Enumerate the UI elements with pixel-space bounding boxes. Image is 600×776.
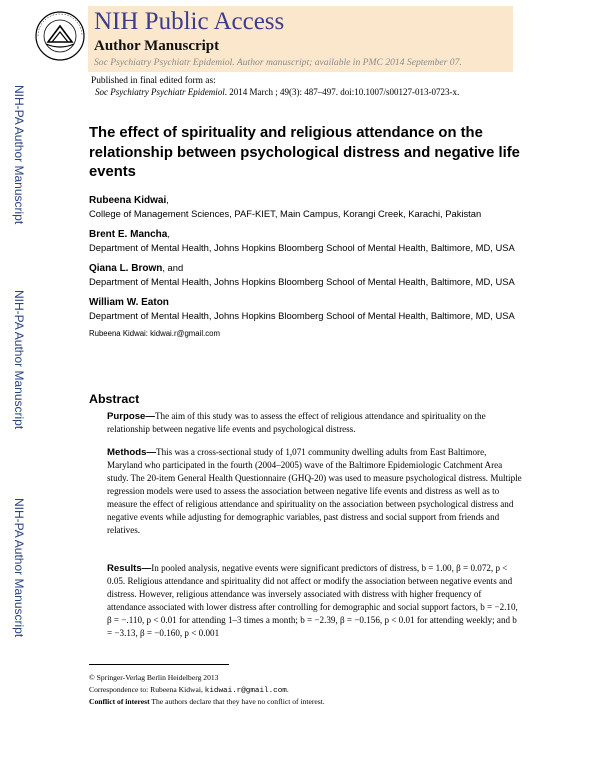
published-label: Published in final edited form as: — [91, 76, 216, 86]
abstract-heading: Abstract — [89, 392, 140, 406]
author-separator: , — [167, 228, 170, 239]
footnote-conflict — [89, 697, 549, 707]
author-entry — [89, 296, 529, 322]
footnote-rule — [89, 664, 229, 665]
sidebar-label-1: NIH-PA Author Manuscript — [12, 85, 26, 225]
correspondence-email[interactable]: kidwai.r@gmail.com — [204, 687, 287, 695]
paper-title: The effect of spirituality and religious attendance on the relationship between psychological distress and negative life events — [89, 125, 520, 180]
author-name: Rubeena Kidwai — [89, 195, 167, 206]
author-name: William W. Eaton — [89, 297, 169, 308]
published-info — [91, 76, 459, 98]
published-details: . 2014 March ; 49(3): 487–497. doi:10.1007/s00127-013-0723-x. — [224, 87, 460, 97]
purpose-text: The aim of this study was to assess the effect of religious attendance and spirituality on the relationship between negative life events and psychological distress. — [107, 411, 486, 434]
author-affiliation: College of Management Sciences, PAF-KIET, Main Campus, Korangi Creek, Karachi, Pakistan — [89, 207, 482, 219]
banner-citation: Soc Psychiatry Psychiatr Epidemiol. Author manuscript; available in PMC 2014 September 07. — [94, 57, 462, 68]
footnote-correspondence — [89, 685, 549, 696]
banner-subtitle: Author Manuscript — [94, 38, 220, 54]
sidebar-label-2: NIH-PA Author Manuscript — [12, 290, 26, 430]
author-affiliation: Department of Mental Health, Johns Hopkins Bloomberg School of Mental Health, Baltimore, MD, USA — [89, 241, 515, 253]
sidebar-label-3: NIH-PA Author Manuscript — [12, 498, 26, 638]
conflict-label: Conflict of interest — [89, 697, 150, 706]
footnote-copyright: © Springer-Verlag Berlin Heidelberg 2013 — [89, 673, 219, 682]
author-separator: , — [166, 194, 169, 205]
author-affiliation: Department of Mental Health, Johns Hopkins Bloomberg School of Mental Health, Baltimore, MD, USA — [89, 309, 515, 321]
results-text: In pooled analysis, negative events were significant predictors of distress, b = 1.00, β = 0.072, p < 0.05. Religious attendance and spirituality did not affect or modify the association between negative events and distress. However, religious attendance was inversely associated with distress with higher frequency of attendance associated with lower distress after controlling for demographic and social support factors, b = −2.10, β = −.110, p < 0.01 for attending 1–3 times a month; b = −2.39, β = −0.156, p < 0.01 for attending weekly; and b = −3.13, β = −0.160, p < 0.001 — [107, 563, 518, 638]
contact-email: Rubeena Kidwai: kidwai.r@gmail.com — [89, 329, 220, 338]
abstract-methods — [107, 446, 522, 537]
author-name: Qiana L. Brown — [89, 263, 163, 274]
conflict-text: The authors declare that they have no conflict of interest. — [149, 697, 325, 706]
purpose-heading: Purpose— — [107, 411, 155, 422]
published-citation — [95, 87, 459, 98]
author-entry — [89, 262, 529, 288]
correspondence-end: . — [286, 685, 289, 694]
correspondence-label: Correspondence to: Rubeena Kidwai, — [89, 685, 205, 694]
abstract-results — [107, 562, 522, 640]
author-list — [89, 194, 529, 341]
author-entry — [89, 194, 529, 220]
author-affiliation: Department of Mental Health, Johns Hopkins Bloomberg School of Mental Health, Baltimore, MD, USA — [89, 275, 515, 287]
nih-banner — [88, 6, 513, 72]
author-separator: , and — [162, 262, 184, 273]
banner-title: NIH Public Access — [94, 8, 285, 35]
author-entry — [89, 228, 529, 254]
methods-text: This was a cross-sectional study of 1,071 community dwelling adults from East Baltimore, Maryland who participated in the fourth (2004–2005) wave of the Baltimore Epidemiologic Catchment Area study. The 20-item General Health Questionnaire (GHQ-20) was used to measure psychological distress. Multiple regression models were used to assess the association between negative life events and distress as well as to measure the effect of religious attendance and spirituality on the association between psychological distress and negative events while adjusting for demographic variables, past distress and social support from friends and relatives. — [107, 447, 522, 535]
abstract-purpose — [107, 410, 522, 436]
results-heading: Results— — [107, 563, 152, 574]
author-name: Brent E. Mancha — [89, 229, 168, 240]
methods-heading: Methods— — [107, 447, 157, 458]
nih-logo-icon — [34, 6, 86, 66]
published-journal: Soc Psychiatry Psychiatr Epidemiol — [95, 87, 225, 97]
